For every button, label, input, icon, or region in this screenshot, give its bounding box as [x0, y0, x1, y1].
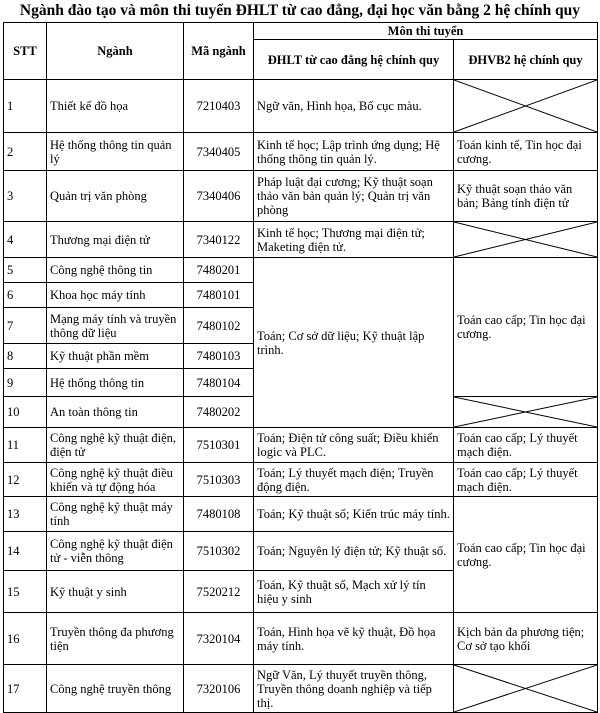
merged-dhlt-it: Toán; Cơ sở dữ liệu; Kỹ thuật lập trình.: [254, 258, 454, 428]
row-stt: 11: [4, 428, 47, 463]
row-dhlt: Pháp luật đại cương; Kỹ thuật soạn thảo văn bản quản lý; Quản trị văn phòng: [254, 171, 454, 222]
header-stt: STT: [4, 23, 47, 80]
header-mon-thi-tuyen: Môn thi tuyển: [254, 23, 598, 40]
row-ma-nganh: 7340405: [184, 133, 254, 171]
table-row: [4, 80, 598, 133]
row-ma-nganh: 7320106: [184, 665, 254, 713]
row-stt: 12: [4, 463, 47, 497]
row-nganh: Hệ thống thông tin: [47, 369, 184, 397]
row-stt: 5: [4, 258, 47, 283]
row-ma-nganh: 7510301: [184, 428, 254, 463]
row-nganh: Kỹ thuật y sinh: [47, 571, 184, 613]
row-nganh: Công nghệ kỹ thuật điều khiển và tự động hóa: [47, 463, 184, 497]
row-ma-nganh: 7480102: [184, 308, 254, 344]
row-nganh: Công nghệ kỹ thuật điện, điện tử: [47, 428, 184, 463]
row-ma-nganh: 7520212: [184, 571, 254, 613]
row-dhvb2: Toán cao cấp; Lý thuyết mạch điện.: [454, 463, 598, 497]
row-dhlt: Toán, Hình họa vẽ kỹ thuật, Đồ họa máy tính.: [254, 613, 454, 665]
table-row: [4, 463, 598, 497]
empty-cell-crossed: [454, 665, 598, 713]
row-nganh: Mạng máy tính và truyền thông dữ liệu: [47, 308, 184, 344]
row-stt: 7: [4, 308, 47, 344]
row-nganh: An toàn thông tin: [47, 397, 184, 428]
table-row: [4, 665, 598, 713]
row-dhvb2: Toán cao cấp; Lý thuyết mạch điện.: [454, 428, 598, 463]
table-row: [4, 133, 598, 171]
page-title: Ngành đào tạo và môn thi tuyển ĐHLT từ cao đẳng, đại học văn bằng 2 hệ chính quy: [19, 2, 581, 19]
empty-cell-crossed: [454, 80, 598, 133]
row-stt: 10: [4, 397, 47, 428]
row-stt: 9: [4, 369, 47, 397]
row-stt: 13: [4, 497, 47, 532]
table-row: [4, 258, 598, 283]
row-dhlt: Kinh tế học; Lập trình ứng dụng; Hệ thống thông tin quản lý.: [254, 133, 454, 171]
header-ma-nganh: Mã ngành: [184, 23, 254, 80]
row-nganh: Công nghệ kỹ thuật điện tử - viễn thông: [47, 532, 184, 571]
row-dhvb2: Toán kinh tế, Tin học đại cương.: [454, 133, 598, 171]
row-nganh: Khoa học máy tính: [47, 283, 184, 308]
merged-dhvb2-eng: Toán cao cấp; Tin học đại cương.: [454, 497, 598, 613]
row-ma-nganh: 7210403: [184, 80, 254, 133]
table-row: [4, 497, 598, 532]
row-dhlt: Toán, Kỹ thuật số, Mạch xử lý tín hiệu y sinh: [254, 571, 454, 613]
row-dhlt: Kinh tế học; Thương mại điện tử; Maketing điện tử.: [254, 222, 454, 258]
row-stt: 6: [4, 283, 47, 308]
row-ma-nganh: 7510303: [184, 463, 254, 497]
row-ma-nganh: 7340122: [184, 222, 254, 258]
row-dhlt: Toán; Kỹ thuật số; Kiến trúc máy tính.: [254, 497, 454, 532]
row-dhlt: Toán; Nguyên lý điện tử; Kỹ thuật số.: [254, 532, 454, 571]
row-ma-nganh: 7480104: [184, 369, 254, 397]
row-dhlt: Toán; Lý thuyết mạch điện; Truyền động điện.: [254, 463, 454, 497]
row-ma-nganh: 7480108: [184, 497, 254, 532]
row-nganh: Quản trị văn phòng: [47, 171, 184, 222]
row-ma-nganh: 7320104: [184, 613, 254, 665]
admission-table: [3, 22, 598, 713]
row-stt: 17: [4, 665, 47, 713]
row-ma-nganh: 7480101: [184, 283, 254, 308]
table-row: [4, 222, 598, 258]
row-stt: 1: [4, 80, 47, 133]
row-nganh: Truyền thông đa phương tiện: [47, 613, 184, 665]
row-ma-nganh: 7480202: [184, 397, 254, 428]
row-dhlt: Toán; Điện tử công suất; Điều khiển logic và PLC.: [254, 428, 454, 463]
row-dhvb2: Kịch bản đa phương tiện; Cơ sở tạo khối: [454, 613, 598, 665]
row-stt: 15: [4, 571, 47, 613]
row-nganh: Kỹ thuật phần mềm: [47, 344, 184, 369]
row-nganh: Hệ thống thông tin quản lý: [47, 133, 184, 171]
row-ma-nganh: 7510302: [184, 532, 254, 571]
row-dhlt: Ngữ Văn, Lý thuyết truyền thông, Truyền thông doanh nghiệp và tiếp thị.: [254, 665, 454, 713]
row-nganh: Công nghệ truyền thông: [47, 665, 184, 713]
merged-dhvb2-it: Toán cao cấp; Tin học đại cương.: [454, 258, 598, 397]
table-row: [4, 171, 598, 222]
row-stt: 8: [4, 344, 47, 369]
empty-cell-crossed: [454, 397, 598, 428]
row-stt: 2: [4, 133, 47, 171]
row-nganh: Thiết kế đồ họa: [47, 80, 184, 133]
header-row-top: [4, 23, 598, 40]
row-nganh: Công nghệ thông tin: [47, 258, 184, 283]
row-stt: 16: [4, 613, 47, 665]
row-stt: 3: [4, 171, 47, 222]
row-stt: 14: [4, 532, 47, 571]
header-nganh: Ngành: [47, 23, 184, 80]
row-dhvb2: Kỹ thuật soạn thảo văn bản; Bảng tính điện tử: [454, 171, 598, 222]
row-nganh: Thương mại điện tử: [47, 222, 184, 258]
row-ma-nganh: 7480201: [184, 258, 254, 283]
row-stt: 4: [4, 222, 47, 258]
header-dhlt: ĐHLT từ cao đẳng hệ chính quy: [254, 40, 454, 80]
row-ma-nganh: 7480103: [184, 344, 254, 369]
row-ma-nganh: 7340406: [184, 171, 254, 222]
row-nganh: Công nghệ kỹ thuật máy tính: [47, 497, 184, 532]
header-dhvb2: ĐHVB2 hệ chính quy: [454, 40, 598, 80]
empty-cell-crossed: [454, 222, 598, 258]
table-row: [4, 428, 598, 463]
table-row: [4, 613, 598, 665]
row-dhlt: Ngữ văn, Hình họa, Bố cục màu.: [254, 80, 454, 133]
